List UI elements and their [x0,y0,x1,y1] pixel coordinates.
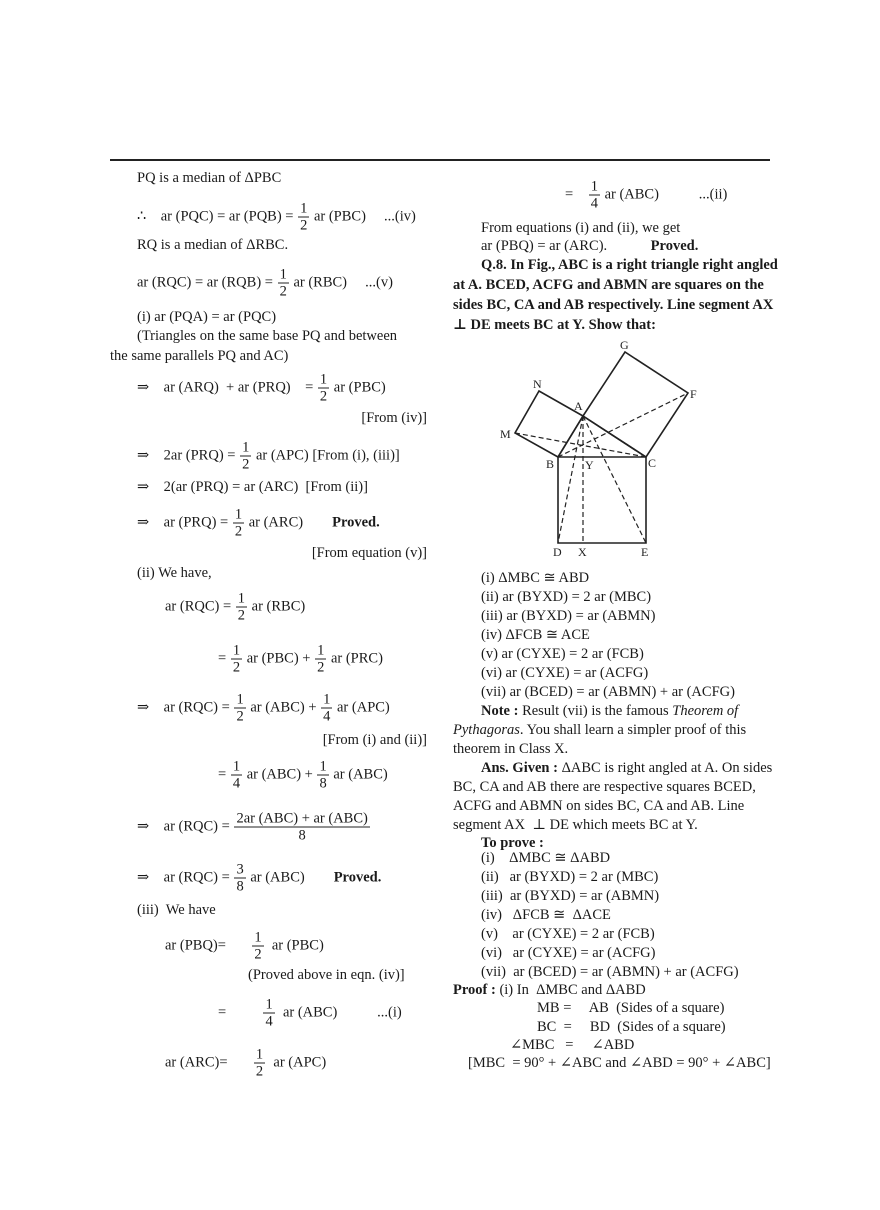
denominator: 2 [234,523,243,540]
text-line [218,643,383,676]
text-line [481,569,589,587]
side-ab [558,416,583,457]
text-span: ∠MBC = ∠ABD [510,1037,635,1053]
text-span: ⇒ ar (PRQ) = [137,514,232,531]
text-line [453,276,764,294]
numerator: 1 [317,642,325,659]
denominator: 2 [279,283,287,300]
text-span: ar (APC) [266,1054,327,1071]
text-line [165,591,305,624]
text-span: RQ is a median of ΔRBC. [137,237,289,253]
text-line [481,256,778,274]
text-span: ⇒ 2ar (PRQ) = [137,447,240,464]
square-abmn [515,391,583,457]
text-line [481,906,611,924]
label-b: B [546,457,555,471]
text-line [481,868,658,886]
figure-solid-lines [515,352,688,543]
fraction [231,759,242,792]
text-line [468,1054,771,1072]
text-span: (ii) We have, [137,565,212,581]
denominator: 2 [254,946,262,963]
text-span: ar (PBC) + [243,650,315,667]
text-span: ⇒ 2(ar (PRQ) = ar (ARC) [From (ii)] [137,479,368,495]
text-span: ⇒ ar (ARQ) + ar (PRQ) = [137,379,317,396]
numerator: 1 [242,439,250,456]
text-span: segment AX ⊥ DE which meets BC at Y. [453,817,698,833]
fraction [263,997,274,1030]
numerator: 1 [265,996,273,1013]
denominator: 4 [590,195,598,212]
text-line [481,607,655,625]
fraction [234,862,245,895]
text-line [481,759,772,777]
text-span: [From (iv)] [361,410,427,426]
text-span: (iii) We have [137,902,216,918]
text-span: ar (PBQ)= [165,937,252,954]
numerator: 1 [236,691,244,708]
bold-text: Note : [481,703,519,719]
bold-text: sides BC, CA and AB respectively. Line segment AX [453,297,774,313]
bold-text: Proved. [650,238,699,254]
text-line [453,797,744,815]
text-span: ar (ABC) + [246,699,321,716]
numerator: 1 [319,758,327,775]
denominator: 4 [265,1013,273,1030]
text-span: ar (RBC) ...(v) [289,274,393,291]
text-span: [MBC = 90° + ∠ABC and ∠ABD = 90° + ∠ABC] [468,1055,771,1071]
text-span: ar (APC) [From (i), (iii)] [252,447,400,464]
header-rule [110,159,770,161]
line-mc [515,433,646,457]
denominator: 8 [319,775,327,792]
text-line [137,564,212,582]
line-ad [558,416,583,543]
fraction [234,692,245,725]
denominator: 2 [236,708,244,725]
text-line [481,219,680,237]
text-span: ⇒ ar (RQC) = [137,699,234,716]
text-span: ⇒ ar (RQC) = [137,869,234,886]
label-x: X [578,545,587,559]
label-f: F [690,387,697,401]
text-span: [From (i) and (ii)] [322,732,427,748]
text-line [481,925,655,943]
text-line [137,236,288,254]
text-line [481,683,735,701]
text-span: ar (ARC) [245,514,333,531]
label-g: G [620,338,629,352]
label-a: A [574,399,583,413]
text-span: (i) ar (PQA) = ar (PQC) [137,309,277,325]
text-line [481,887,659,905]
text-line [312,544,427,562]
text-line [165,1047,326,1080]
text-span: ar (ABC) ...(ii) [600,186,728,203]
denominator: 2 [319,388,328,405]
text-span: ACFG and ABMN on sides BC, CA and AB. Line [453,798,745,814]
denominator: 4 [232,775,241,792]
text-span: ⇒ ar (RQC) = [137,818,234,835]
numerator: 2ar (ABC) + ar (ABC) [236,810,368,827]
text-span: (i) ΔMBC ≅ ΔABD [481,850,611,866]
text-line [361,409,427,427]
text-line [565,179,727,212]
text-span: (iv) ΔFCB ≅ ΔACE [481,907,611,923]
text-span: ar (ABC) [246,869,334,886]
fraction [315,643,326,676]
text-span: (iii) ar (BYXD) = ar (ABMN) [481,608,656,624]
text-span: = [565,186,588,203]
text-line [137,901,216,919]
text-span: ar (PRC) [327,650,383,667]
denominator: 2 [232,659,241,676]
text-span: ar (RQC) = [165,598,235,615]
text-line [481,237,698,255]
text-line [481,849,610,867]
fraction [254,1047,265,1080]
text-span: [From equation (v)] [311,545,427,561]
text-line [481,963,739,981]
text-span: (v) ar (CYXE) = 2 ar (FCB) [481,926,655,942]
fraction [278,267,289,300]
text-line [137,201,416,234]
text-line [481,702,738,720]
denominator: 2 [255,1063,264,1080]
text-line [218,759,388,792]
text-line [481,944,655,962]
side-ac [583,416,646,457]
square-bced [558,457,646,543]
text-span: ar (ABC) ...(i) [275,1004,402,1021]
fraction [236,591,247,624]
denominator: 2 [237,607,246,624]
text-span: (vi) ar (CYXE) = ar (ACFG) [481,945,656,961]
fraction [321,692,332,725]
numerator: 1 [254,929,262,946]
text-span: ar (APC) [333,699,390,716]
text-line [137,267,393,300]
text-line [453,816,698,834]
fraction [233,507,244,540]
fraction [589,179,600,212]
text-span: ar (RQC) = ar (RQB) = [137,274,277,291]
italic-text: Pythagoras [453,722,520,738]
label-m: M [500,427,511,441]
text-line [537,999,724,1017]
bold-text: at A. BCED, ACFG and ABMN are squares on the [453,277,764,293]
text-line [137,478,368,496]
text-span: MB = AB (Sides of a square) [537,1000,725,1016]
denominator: 8 [236,878,244,895]
text-span: ar (PBQ) = ar (ARC). [481,238,651,254]
text-line [453,740,568,758]
text-span: ar (PBC) ...(iv) [310,208,416,225]
text-line [137,169,281,187]
text-span: (vii) ar (BCED) = ar (ABMN) + ar (ACFG) [481,964,739,980]
numerator: 1 [323,691,331,708]
bold-text: Proof : [453,982,496,998]
text-span: (vii) ar (BCED) = ar (ABMN) + ar (ACFG) [481,684,735,700]
numerator: 1 [279,266,287,283]
text-span: (i) ΔMBC ≅ ABD [481,570,590,586]
text-span: ar (PBC) [330,379,386,396]
fraction [231,643,242,676]
text-span: ar (ABC) [329,766,388,783]
line-bf [558,393,688,457]
text-span: theorem in Class X. [453,741,569,757]
text-span: (iii) ar (BYXD) = ar (ABMN) [481,888,660,904]
fraction [317,759,328,792]
text-span: From equations (i) and (ii), we get [481,220,681,236]
bold-text: To prove : [481,835,544,851]
text-span: = [218,650,230,667]
text-span: . You shall learn a simpler proof of this [519,722,747,738]
text-line [248,966,405,984]
text-span: (i) In ΔMBC and ΔABD [495,982,646,998]
numerator: 1 [300,200,308,217]
text-line [481,588,651,606]
bold-text: Proved. [332,514,380,531]
text-span: ar (ABC) + [243,766,317,783]
denominator: 8 [298,827,306,844]
bold-text: ⊥ DE meets BC at Y. Show that: [453,317,656,333]
line-ae [583,416,646,543]
text-line [137,507,380,540]
numerator: 1 [590,178,598,195]
figure-dashed-lines [515,393,688,543]
text-line [137,308,276,326]
label-y: Y [585,458,594,472]
text-span: the same parallels PQ and AC) [110,348,289,364]
numerator: 1 [255,1046,264,1063]
text-line [481,645,644,663]
italic-text: Theorem of [672,703,739,719]
fraction [234,811,369,844]
denominator: 2 [242,456,250,473]
text-line [453,316,656,334]
text-line [137,811,371,844]
text-span: (Triangles on the same base PQ and between [137,328,398,344]
text-line [137,327,397,345]
text-line [537,1018,726,1036]
numerator: 1 [232,642,241,659]
text-line [137,862,381,895]
text-line [110,347,288,365]
square-acfg [583,352,688,457]
text-span: ar (RBC) [248,598,306,615]
text-span: (vi) ar (CYXE) = ar (ACFG) [481,665,649,681]
text-span: PQ is a median of ΔPBC [137,170,282,186]
text-span: BC = BD (Sides of a square) [537,1019,726,1035]
text-span: BC, CA and AB there are respective squares BCED, [453,779,756,795]
label-c: C [648,456,657,470]
bold-text: Proved. [333,869,382,886]
denominator: 4 [323,708,331,725]
text-span: ar (PBC) [264,937,324,954]
bold-text: Q.8. In Fig., ABC is a right triangle right angled [481,257,778,273]
text-span: = [218,766,230,783]
text-span: ∴ ar (PQC) = ar (PQB) = [137,208,298,225]
text-line [453,981,646,999]
text-line [481,626,590,644]
text-line [510,1036,634,1054]
text-line [453,778,756,796]
text-span: (ii) ar (BYXD) = 2 ar (MBC) [481,869,659,885]
bold-text: Ans. Given : [481,760,558,776]
numerator: 1 [232,758,241,775]
numerator: 1 [234,506,243,523]
text-line [453,721,746,739]
text-line [453,296,773,314]
text-span: = [218,1004,263,1021]
text-line [481,664,648,682]
fraction [298,201,309,234]
label-n: N [533,377,542,391]
denominator: 2 [300,217,308,234]
text-line [137,692,390,725]
text-span: (iv) ΔFCB ≅ ACE [481,627,590,643]
fraction [252,930,263,963]
fraction [240,440,251,473]
text-span: (ii) ar (BYXD) = 2 ar (MBC) [481,589,652,605]
label-e: E [641,545,649,559]
text-line [218,997,402,1030]
text-span: (Proved above in eqn. (iv)] [248,967,405,983]
text-span: (v) ar (CYXE) = 2 ar (FCB) [481,646,644,662]
text-line [137,372,386,405]
label-d: D [553,545,562,559]
denominator: 2 [317,659,325,676]
text-span: ar (ARC)= [165,1054,253,1071]
numerator: 3 [236,861,244,878]
text-line [137,440,400,473]
numerator: 1 [319,371,328,388]
text-line [165,930,324,963]
fraction [318,372,329,405]
text-line [323,731,427,749]
text-span: ΔABC is right angled at A. On sides [557,760,773,776]
text-span: Result (vii) is the famous [518,703,673,719]
numerator: 1 [237,590,246,607]
